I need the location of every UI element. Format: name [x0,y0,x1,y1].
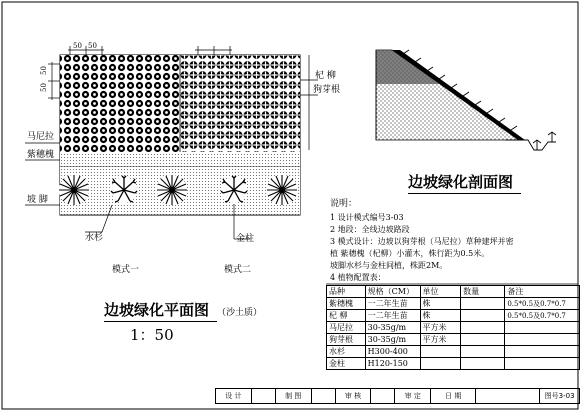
dimension-left [48,62,60,100]
table-header-cell: 数量 [461,286,505,298]
table-cell: 30-35g/m [365,334,420,346]
title-block-cell: 设 计 [216,389,252,404]
table-header-cell: 单位 [420,286,461,298]
plant-config-table [326,285,580,370]
table-cell: 狗芽根 [327,334,366,346]
note-line-5: 坡脚水杉与金柱间植，株距2M。 [330,261,448,270]
table-cell [505,346,580,358]
ditch-profile [505,140,556,150]
table-header-cell: 备注 [505,286,580,298]
title-block-cell: 制 图 [275,389,311,404]
note-line-1: 1 设计模式编号3-03 [330,213,404,222]
slope-upper-fill [376,50,440,84]
table-row [327,310,580,322]
table-cell: 0.5*0.5及0.7*0.7 [505,298,580,310]
table-cell [505,358,580,370]
table-header-cell: 品种 [327,286,366,298]
tree-shuishan-1-icon [59,175,89,205]
table-cell [505,334,580,346]
table-header-cell: 规格（CM） [365,286,420,298]
dim-top-b: 50 [88,42,97,50]
table-cell: 水杉 [327,346,366,358]
note-line-4: 植 紫穗槐（杞柳）小灌木，株行距为0.5米。 [330,249,490,258]
table-row [327,334,580,346]
title-block [215,388,580,404]
table-row [327,358,580,370]
table-cell: 平方米 [420,322,461,334]
table-cell [461,310,505,322]
table-cell [461,298,505,310]
table-cell [461,346,505,358]
section-view [376,50,556,150]
table-cell: 30-35g/m [365,322,420,334]
tree-shuishan-2-icon [157,175,187,205]
drawing-number: 图号3-03 [540,389,580,404]
table-cell: 平方米 [420,334,461,346]
label-qiliu: 杞 柳 [315,71,336,81]
table-row [327,346,580,358]
label-zisuihuai: 紫穗槐 [27,150,55,160]
table-cell [461,334,505,346]
table-cell: 马尼拉 [327,322,366,334]
label-mode2: 模式二 [224,265,252,275]
table-cell [420,346,461,358]
title-block-cell: 审 核 [335,389,371,404]
table-cell: 一二年生苗 [365,298,420,310]
label-maniela: 马尼拉 [27,132,55,142]
dim-side-a: 50 [39,66,48,75]
note-line-3: 3 模式设计：边坡以狗芽根（马尼拉）草种建坪并密 [330,237,514,246]
table-row [327,322,580,334]
table-header-row [327,286,580,298]
table-cell [461,322,505,334]
dim-side-b: 50 [39,83,48,92]
plan-scale: 1：50 [130,326,174,344]
plan-view [25,46,318,239]
section-title-underline [408,193,521,194]
title-block-blank [311,389,335,404]
note-line-6: 4 植物配置表： [330,273,386,282]
label-jinzhu: 金柱 [236,234,255,244]
notes-heading: 说明： [330,199,358,209]
label-mode1: 模式一 [112,265,140,275]
table-cell: H300-400 [365,346,420,358]
section-title: 边坡绿化剖面图 [408,173,514,191]
table-cell: 杞 柳 [327,310,366,322]
plan-title-underline [104,321,217,322]
table-cell: H120-150 [365,358,420,370]
tree-shuishan-3-icon [267,175,297,205]
title-block-blank [476,389,540,404]
title-block-row [216,389,580,404]
label-shuishan: 水杉 [85,233,104,243]
table-cell [505,322,580,334]
table-cell: 0.5*0.5及0.7*0.7 [505,310,580,322]
dim-top-a: 50 [73,42,82,50]
table-cell: 金柱 [327,358,366,370]
grass-strip [60,152,300,167]
plan-subtitle: （沙土质） [217,308,263,318]
table-cell: 紫穗槐 [327,298,366,310]
label-podian: 坡 脚 [27,195,48,205]
title-block-blank [251,389,275,404]
table-cell: 一二年生苗 [365,310,420,322]
table-cell [461,358,505,370]
title-block-cell: 日 期 [431,389,476,404]
mode2-shrub-area [180,55,300,167]
table-cell: 株 [420,310,461,322]
title-block-cell: 审 定 [395,389,431,404]
table-cell: 株 [420,298,461,310]
title-block-blank [371,389,395,404]
table-cell [420,358,461,370]
plan-title: 边坡绿化平面图 [104,301,210,319]
note-line-2: 2 地段：全线边坡路段 [330,225,410,234]
label-gouyagen: 狗芽根 [313,85,341,95]
table-row [327,298,580,310]
mode1-shrub-area [60,55,180,167]
